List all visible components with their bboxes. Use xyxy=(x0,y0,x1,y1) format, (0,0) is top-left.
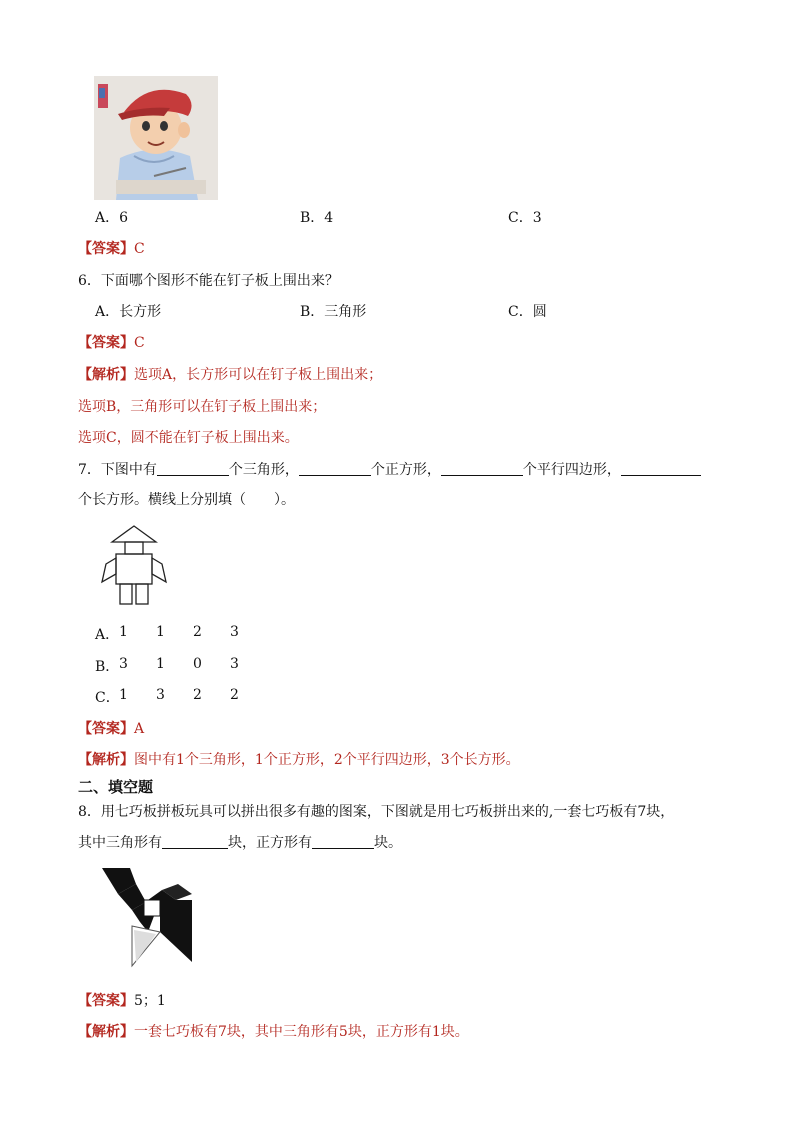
q6-answer xyxy=(78,332,145,352)
q5-answer xyxy=(78,238,145,258)
q7-text-2: 个三角形， xyxy=(228,462,299,478)
option-letter: C． xyxy=(95,690,120,706)
q6-text: 下面哪个图形不能在钉子板上围出来？ xyxy=(100,273,339,289)
option-value: 1 xyxy=(156,656,165,672)
q7-option-c xyxy=(95,687,295,705)
q8-text-2: 块，正方形有 xyxy=(228,835,312,851)
q8-question-line-2 xyxy=(78,832,402,852)
analysis-text: 一套七巧板有7块，其中三角形有5块，正方形有1块。 xyxy=(134,1024,469,1040)
q8-blank-triangles xyxy=(162,834,228,849)
option-value: 3 xyxy=(119,656,128,672)
option-value: 1 xyxy=(119,624,128,640)
analysis-text: 图中有1个三角形，1个正方形，2个平行四边形，3个长方形。 xyxy=(134,752,520,768)
option-value: 2 xyxy=(193,624,202,640)
option-value: 3 xyxy=(230,656,239,672)
q7-text-1: 7．下图中有 xyxy=(78,462,157,478)
q7-question-line-2: 个长方形。横线上分别填（ ）。 xyxy=(78,492,295,508)
option-value: 2 xyxy=(193,687,202,703)
option-value: 2 xyxy=(230,687,239,703)
q8-blank-squares xyxy=(312,834,374,849)
q5-option-b: B．4 xyxy=(300,210,334,226)
answer-value: C xyxy=(134,241,145,257)
analysis-text: 选项A，长方形可以在钉子板上围出来； xyxy=(134,367,383,383)
q7-answer xyxy=(78,718,144,738)
answer-value: C xyxy=(134,335,145,351)
option-letter: A． xyxy=(95,627,120,643)
q7-analysis xyxy=(78,749,520,769)
q6-analysis-line-2: 选项B，三角形可以在钉子板上围出来； xyxy=(78,399,327,415)
q7-question-line-1 xyxy=(78,459,701,479)
q8-analysis xyxy=(78,1021,469,1041)
option-value: 1 xyxy=(156,624,165,640)
q6-question xyxy=(78,270,339,290)
option-value: 3 xyxy=(230,624,239,640)
boy-illustration xyxy=(94,76,218,200)
tangram-figure xyxy=(100,866,196,968)
analysis-tag: 【解析】 xyxy=(78,367,134,383)
option-letter: B． xyxy=(95,659,120,675)
analysis-tag: 【解析】 xyxy=(78,1024,134,1040)
q8-answer xyxy=(78,990,166,1010)
q6-option-a: A．长方形 xyxy=(95,304,162,320)
robot-shape-figure xyxy=(98,524,170,608)
q7-blank-squares xyxy=(299,461,371,476)
q8-text-1: 其中三角形有 xyxy=(78,835,162,851)
q7-text-3: 个正方形， xyxy=(370,462,441,478)
answer-tag: 【答案】 xyxy=(78,241,134,257)
q7-text-4: 个平行四边形， xyxy=(522,462,621,478)
q6-option-c: C．圆 xyxy=(508,304,547,320)
q8-question-line-1: 8．用七巧板拼板玩具可以拼出很多有趣的图案，下图就是用七巧板拼出来的,一套七巧板有7块， xyxy=(78,804,675,820)
section-title: 二、填空题 xyxy=(78,778,154,796)
answer-value: 5；1 xyxy=(134,993,166,1009)
answer-tag: 【答案】 xyxy=(78,335,134,351)
q7-blank-rectangles xyxy=(621,461,701,476)
q8-text-3: 块。 xyxy=(374,835,402,851)
analysis-tag: 【解析】 xyxy=(78,752,134,768)
answer-value: A xyxy=(134,721,145,737)
q7-blank-parallelograms xyxy=(441,461,523,476)
q7-blank-triangles xyxy=(157,461,229,476)
q5-option-c: C．3 xyxy=(508,210,542,226)
q7-option-b xyxy=(95,656,295,674)
q5-option-a: A．6 xyxy=(95,210,129,226)
q6-number: 6． xyxy=(78,273,101,289)
q6-analysis-line-3: 选项C，圆不能在钉子板上围出来。 xyxy=(78,430,299,446)
option-value: 3 xyxy=(156,687,165,703)
answer-tag: 【答案】 xyxy=(78,721,134,737)
q6-option-b: B．三角形 xyxy=(300,304,367,320)
q7-option-a xyxy=(95,624,295,642)
option-value: 0 xyxy=(193,656,202,672)
answer-tag: 【答案】 xyxy=(78,993,134,1009)
q6-analysis-line-1 xyxy=(78,364,382,384)
option-value: 1 xyxy=(119,687,128,703)
